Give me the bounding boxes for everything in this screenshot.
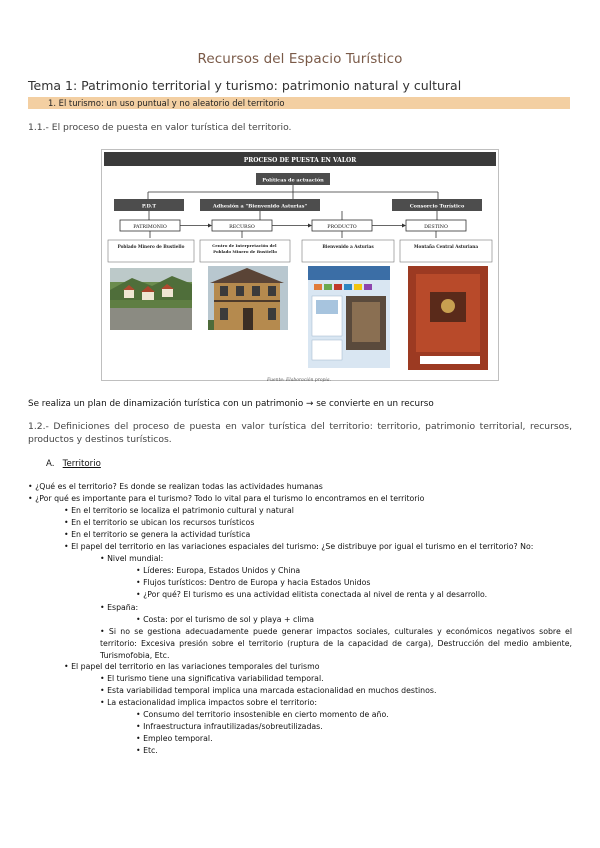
subsection-a-label: Territorio [62,459,101,469]
politicas-label: Políticas de actuación [262,177,324,184]
example-0: Poblado Minero de Bustiello [117,244,185,249]
bullet-temporal: • El papel del territorio en las variaciones temporales del turismo [64,662,320,671]
section-1-1-heading: 1.1.- El proceso de puesta en valor turística del territorio. [28,122,292,133]
photo-brochure [308,266,390,368]
photo-building [208,266,288,330]
bullet-costa: • Costa: por el turismo de sol y playa + clima [136,615,314,624]
bullet-b1: • En el territorio se localiza el patrimonio cultural y natural [64,506,294,515]
stage-destino: DESTINO [424,224,448,230]
figure-caption: Fuente: Elaboración propia. [266,378,331,383]
bullet-i3: • Empleo temporal. [136,734,213,743]
adhesion-label: Adhesión a "Bienvenido Asturias" [212,203,308,210]
section-bar-label: 1. El turismo: un uso puntual y no aleatorio del territorio [48,98,285,108]
photo-village [110,268,192,330]
example-2: Bienvenido a Asturias [322,244,374,249]
bullet-b3: • En el territorio se genera la actividad turística [64,530,251,539]
bullet-i2: • Infraestructura infrautilizadas/sobreutilizadas. [136,722,323,731]
document-title: Recursos del Espacio Turístico [197,51,403,67]
bullet-b4: • El papel del territorio en las variaciones espaciales del turismo: ¿Se distribuye por igual el turismo en el territorio? No: [64,542,534,551]
subsection-a [46,459,101,469]
stage-producto: PRODUCTO [327,224,357,230]
bullet-espana: • España: [100,603,139,612]
example-1: Centro de Interpretación del Poblado Minero de Bustiello [212,243,277,254]
process-diagram [102,150,498,380]
bullet-q2: • ¿Por qué es importante para el turismo? Todo lo vital para el turismo lo encontramos en el territorio [28,494,425,503]
subsection-a-letter: A. [46,459,55,469]
bullet-gestiona: • Si no se gestiona adecuadamente puede generar impactos sociales, culturales y económicos negativos sobre el territorio: Excesiva presión sobre el territorio (ruptura de la capacidad de carga), Destrucción del medio ambiente, Turismofobia, Etc. [100,627,572,660]
bullet-b2: • En el territorio se ubican los recursos turísticos [64,518,255,527]
summary-line: Se realiza un plan de dinamización turística con un patrimonio → se convierte en un recurso [28,399,434,409]
bullet-porque: • ¿Por qué? El turismo es una actividad elitista conectada al nivel de renta y al desarrollo. [136,590,488,599]
bullet-i4: • Etc. [136,746,158,755]
section-1-2-heading: 1.2.- Definiciones del proceso de puesta en valor turística del territorio: territorio, patrimonio territorial, recursos, productos y destinos turísticos. [28,421,572,445]
diagram-title: PROCESO DE PUESTA EN VALOR [243,157,357,164]
process-figure [101,149,499,381]
stage-recurso: RECURSO [229,224,255,230]
bullet-t2: • Esta variabilidad temporal implica una marcada estacionalidad en muchos destinos. [100,686,437,695]
section-bar [28,97,570,109]
consorcio-label: Consorcio Turístico [409,203,465,210]
bullet-flujos: • Flujos turísticos: Dentro de Europa y hacia Estados Unidos [136,578,371,587]
bullet-i1: • Consumo del territorio insostenible en cierto momento de año. [136,710,389,719]
chapter-heading: Tema 1: Patrimonio territorial y turismo: patrimonio natural y cultural [28,78,462,93]
stage-patrimonio: PATRIMONIO [133,224,167,230]
pdt-label: P.D.T [141,203,157,210]
bullet-nivel: • Nivel mundial: [100,554,164,563]
photo-cover [408,266,488,370]
bullet-t3: • La estacionalidad implica impactos sobre el territorio: [100,698,317,707]
bullet-lideres: • Líderes: Europa, Estados Unidos y China [136,566,301,575]
bullet-q1: • ¿Qué es el territorio? Es donde se realizan todas las actividades humanas [28,482,323,491]
bullet-t1: • El turismo tiene una significativa variabilidad temporal. [100,674,324,683]
example-3: Montaña Central Asturiana [413,244,479,249]
